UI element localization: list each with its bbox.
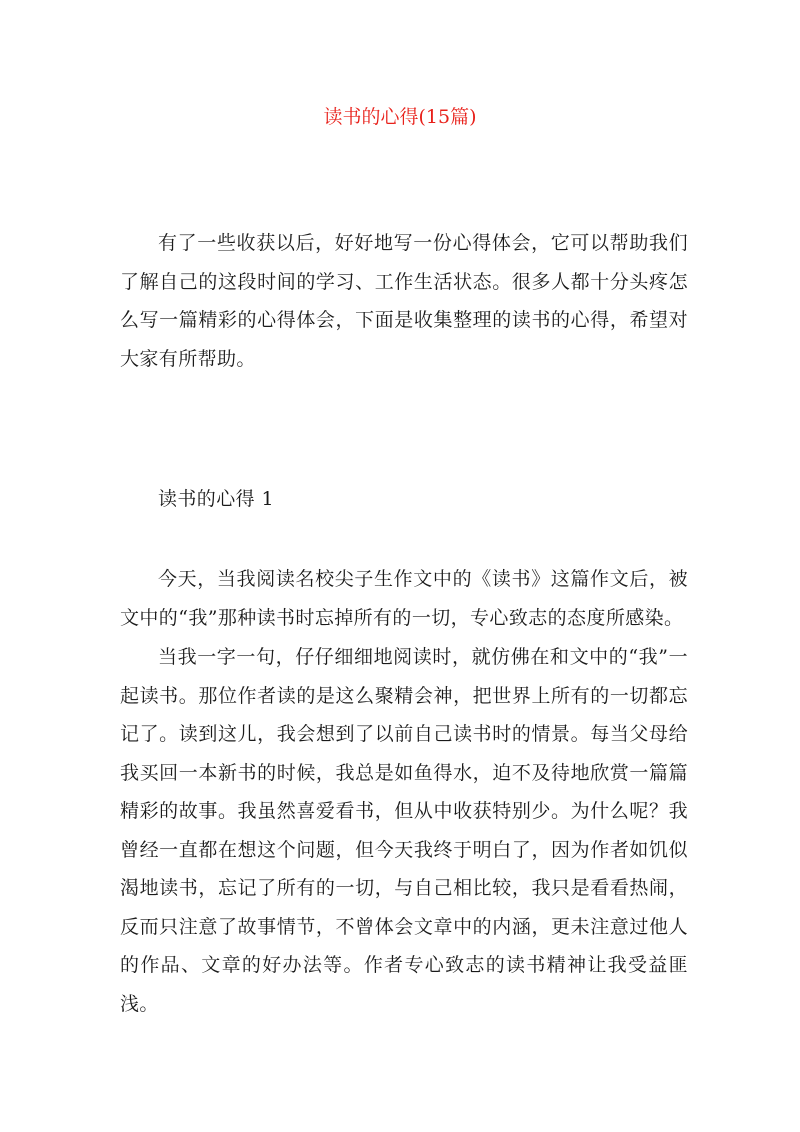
body-paragraph-1: 今天，当我阅读名校尖子生作文中的《读书》这篇作文后，被文中的“我”那种读书时忘掉所有的一切，专心致志的态度所感染。 — [120, 568, 688, 629]
document-title: 读书的心得(15篇) — [323, 106, 477, 128]
intro-paragraph: 有了一些收获以后，好好地写一份心得体会，它可以帮助我们了解自己的这段时间的学习、工作生活状态。很多人都十分头疼怎么写一篇精彩的心得体会，下面是收集整理的读书的心得，希望对大家有所帮助。 — [120, 232, 688, 370]
body-paragraph-2: 当我一字一句，仔仔细细地阅读时，就仿佛在和文中的“我”一起读书。那位作者读的是这么聚精会神，把世界上所有的一切都忘记了。读到这儿，我会想到了以前自己读书时的情景。每当父母给我买回一本新书的时候，我总是如鱼得水，迫不及待地欣赏一篇篇精彩的故事。我虽然喜爱看书，但从中收获特别少。为什么呢？我曾经一直都在想这个问题，但今天我终于明白了，因为作者如饥似渴地读书，忘记了所有的一切，与自己相比较，我只是看看热闹，反而只注意了故事情节，不曾体会文章中的内涵，更未注意过他人的作品、文章的好办法等。作者专心致志的读书精神让我受益匪浅。 — [120, 646, 688, 1015]
section-heading: 读书的心得 1 — [158, 488, 274, 510]
